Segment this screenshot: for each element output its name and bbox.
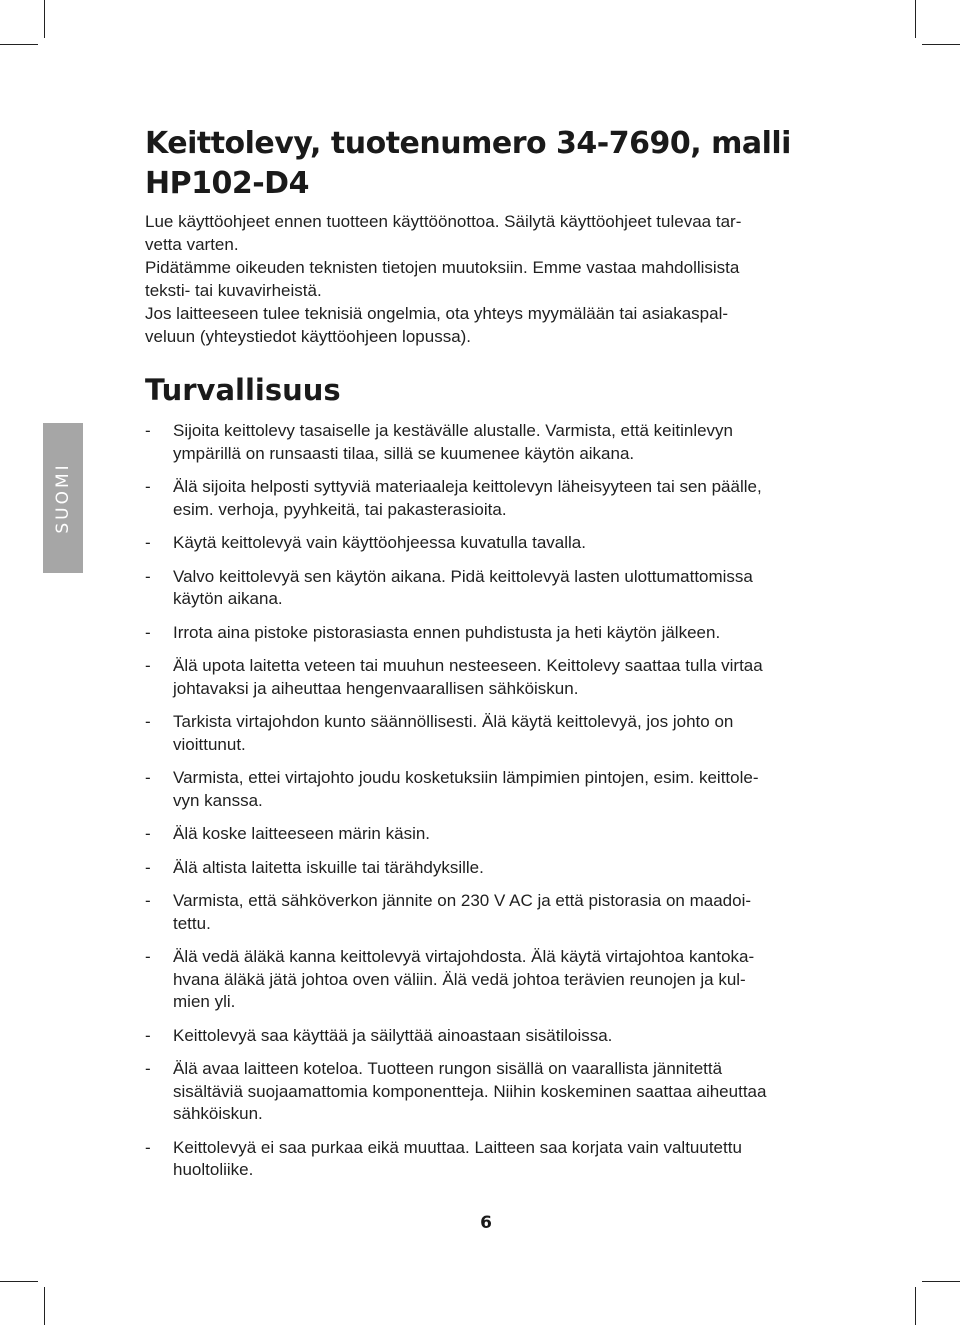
list-dash: -: [145, 857, 151, 877]
crop-mark-bottom-left-vertical: [44, 1287, 45, 1325]
safety-instructions-list: [145, 420, 845, 1182]
list-dash: -: [145, 656, 151, 675]
list-item-line: Älä upota laitetta veteen tai muuhun nesteeseen. Keittolevy saattaa tulla virtaa: [173, 656, 763, 675]
list-item-line: Älä avaa laitteen koteloa. Tuotteen rungon sisällä on vaarallista jännitettä: [173, 1059, 723, 1078]
intro-line: veluun (yhteystiedot käyttöohjeen lopussa).: [145, 327, 472, 346]
list-dash: -: [145, 421, 151, 440]
list-dash: -: [145, 1025, 151, 1045]
page-number: 6: [480, 1213, 492, 1233]
list-item-line: ympärillä on runsaasti tilaa, sillä se kuumenee käytön aikana.: [173, 443, 635, 463]
list-item-line: vioittunut.: [173, 734, 246, 754]
list-item: [145, 890, 845, 935]
list-dash: -: [145, 768, 151, 787]
list-dash: -: [145, 477, 151, 496]
list-item: [145, 566, 845, 611]
list-item-line: esim. verhoja, pyyhkeitä, tai pakasterasioita.: [173, 499, 507, 519]
list-item-line: sisältäviä suojaamattomia komponentteja. Niihin koskeminen saattaa aiheuttaa: [173, 1081, 767, 1101]
intro-line: Pidätämme oikeuden teknisten tietojen muutoksiin. Emme vastaa mahdollisista: [145, 258, 740, 277]
list-item: [145, 1058, 845, 1126]
list-dash: -: [145, 891, 151, 910]
list-dash: -: [145, 622, 151, 642]
intro-line: vetta varten.: [145, 235, 239, 254]
page-content: [145, 124, 845, 1193]
intro-line: Lue käyttöohjeet ennen tuotteen käyttöönottoa. Säilytä käyttöohjeet tulevaa tar-: [145, 212, 742, 231]
list-item-line: Älä koske laitteeseen märin käsin.: [173, 824, 431, 843]
list-item-line: huoltoliike.: [173, 1160, 254, 1179]
crop-mark-top-left-vertical: [44, 0, 45, 38]
list-item: [145, 532, 845, 555]
list-item: [145, 1137, 845, 1182]
list-dash: -: [145, 533, 151, 552]
intro-line: Jos laitteeseen tulee teknisiä ongelmia, ota yhteys myymälään tai asiakaspal-: [145, 304, 729, 323]
list-item-line: Älä altista laitetta iskuille tai tärähdyksille.: [173, 857, 484, 877]
list-item-line: Tarkista virtajohdon kunto säännöllisesti. Älä käytä keittolevyä, jos johto on: [173, 712, 734, 731]
list-item-line: Keittolevyä ei saa purkaa eikä muuttaa. Laitteen saa korjata vain valtuutettu: [173, 1137, 742, 1157]
list-item-line: tettu.: [173, 913, 211, 933]
list-item: [145, 622, 845, 645]
list-item-line: sähköiskun.: [173, 1104, 263, 1123]
list-item-line: Valvo keittolevyä sen käytön aikana. Pidä keittolevyä lasten ulottumattomissa: [173, 566, 753, 586]
list-item-line: Älä vedä äläkä kanna keittolevyä virtajohdosta. Älä käytä virtajohtoa kantoka-: [173, 947, 755, 966]
list-item: [145, 946, 845, 1014]
list-dash: -: [145, 712, 151, 731]
list-item-line: Älä sijoita helposti syttyviä materiaaleja keittolevyn läheisyyteen tai sen päälle,: [173, 477, 762, 496]
list-item: [145, 420, 845, 465]
language-side-tab: [43, 423, 83, 573]
list-item: [145, 711, 845, 756]
page-title: Keittolevy, tuotenumero 34-7690, malli HP102-D4: [145, 126, 791, 201]
section-heading: Turvallisuus: [145, 373, 341, 407]
intro-paragraphs: [145, 210, 845, 348]
crop-mark-bottom-left-horizontal: [0, 1281, 38, 1282]
list-dash: -: [145, 1137, 151, 1157]
crop-mark-top-left-horizontal: [0, 44, 38, 45]
list-item: [145, 655, 845, 700]
list-item-line: johtavaksi ja aiheuttaa hengenvaarallisen sähköiskun.: [173, 678, 579, 698]
crop-mark-bottom-right-horizontal: [922, 1281, 960, 1282]
list-item: [145, 1025, 845, 1048]
list-item-line: Irrota aina pistoke pistorasiasta ennen puhdistusta ja heti käytön jälkeen.: [173, 622, 721, 642]
list-item-line: vyn kanssa.: [173, 790, 263, 810]
list-item: [145, 823, 845, 846]
list-dash: -: [145, 947, 151, 966]
list-item-line: Varmista, että sähköverkon jännite on 230 V AC ja että pistorasia on maadoi-: [173, 891, 752, 910]
list-item-line: Keittolevyä saa käyttää ja säilyttää ainoastaan sisätiloissa.: [173, 1025, 613, 1045]
list-dash: -: [145, 1059, 151, 1078]
list-item: [145, 476, 845, 521]
list-item-line: Varmista, ettei virtajohto joudu kosketuksiin lämpimien pintojen, esim. keittole-: [173, 768, 759, 787]
list-dash: -: [145, 824, 151, 843]
intro-line: teksti- tai kuvavirheistä.: [145, 281, 322, 300]
list-dash: -: [145, 566, 151, 586]
crop-mark-top-right-horizontal: [922, 44, 960, 45]
crop-mark-bottom-right-vertical: [915, 1287, 916, 1325]
list-item-line: Sijoita keittolevy tasaiselle ja kestävälle alustalle. Varmista, että keitinlevyn: [173, 421, 734, 440]
list-item: [145, 767, 845, 812]
list-item: [145, 857, 845, 880]
language-side-tab-label: SUOMI: [53, 462, 73, 534]
list-item-line: käytön aikana.: [173, 589, 283, 608]
list-item-line: hvana äläkä jätä johtoa oven väliin. Älä vedä johtoa terävien reunojen ja kul-: [173, 969, 746, 989]
list-item-line: mien yli.: [173, 992, 236, 1011]
list-item-line: Käytä keittolevyä vain käyttöohjeessa kuvatulla tavalla.: [173, 533, 586, 552]
crop-mark-top-right-vertical: [915, 0, 916, 38]
